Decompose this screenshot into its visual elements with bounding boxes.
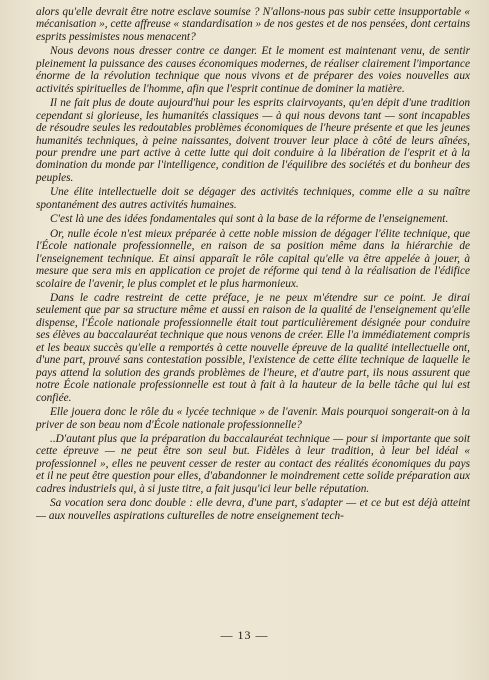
paragraph: alors qu'elle devrait être notre esclave soumise ? N'allons-nous pas subir cette insupportable « mécanisation », cette affreuse « standardisation » de nos gestes et de nos pensées, dont certains esprits pessimistes nous menacent? [36, 6, 470, 43]
paragraph: Or, nulle école n'est mieux préparée à cette noble mission de dégager l'élite technique, que l'École nationale professionnelle, en raison de sa position même dans la hiérarchie de l'enseignement technique. Et ainsi apparaît le rôle capital qu'elle va être appelée à jouer, à mesure que sera mis en application ce projet de réforme qui tend à la réalisation de l'édifice scolaire de l'avenir, le plus complet et le plus harmonieux. [36, 227, 470, 290]
paragraph: Nous devons nous dresser contre ce danger. Et le moment est maintenant venu, de sentir pleinement la puissance des causes économiques modernes, de réaliser clairement l'importance énorme de la révolution technique que nous vivons et de préparer des voies nouvelles aux activités spirituelles de l'homme, afin que l'esprit continue de dominer la matière. [36, 45, 470, 95]
paragraph: C'est là une des idées fondamentales qui sont à la base de la réforme de l'enseignement. [50, 213, 449, 226]
paragraph: Sa vocation sera donc double : elle devra, d'une part, s'adapter — et ce but est déjà atteint — aux nouvelles aspirations culturelles de notre enseignement tech- [36, 497, 470, 522]
body-text [36, 6, 470, 524]
paragraph: Elle jouera donc le rôle du « lycée technique » de l'avenir. Mais pourquoi songerait-on à la priver de son beau nom d'École nationale professionnelle? [36, 406, 470, 431]
page-number: — 13 — [220, 628, 269, 642]
paragraph: ..D'autant plus que la préparation du baccalauréat technique — pour si importante que soit cette épreuve — ne peut être son seul but. Fidèles à leur tradition, à leur bel idéal « professionnel », elles ne peuvent cesser de rester au contact des réalités économiques du pays et il ne peut être question pour elles, d'abandonner le moindrement cette solide préparation aux cadres industriels qui, à si juste titre, a fait jusqu'ici leur belle réputation. [36, 432, 470, 495]
paragraph: Dans le cadre restreint de cette préface, je ne peux m'étendre sur ce point. Je dirai seulement que par sa structure même et aussi en raison de la qualité de l'enseignement qu'elle dispense, l'École nationale professionnelle était tout particulièrement désignée pour conduire ses élèves au baccalauréat technique que nous venons de créer. Elle l'a immédiatement compris et les beaux succès qu'elle a remportés à cette nouvelle épreuve de la qualité intellectuelle ont, d'une part, prouvé sans contestation possible, l'existence de cette élite technique de laquelle le pays attend la solution des grands problèmes de l'heure, et d'autre part, ils nous assurent que notre École nationale professionnelle est tout à fait à la hauteur de la belle tâche qui lui est confiée. [36, 291, 470, 404]
paragraph: Il ne fait plus de doute aujourd'hui pour les esprits clairvoyants, qu'en dépit d'une tradition cependant si glorieuse, les humanités classiques — à qui nous devons tant — sont incapables de résoudre seules les redoutables problèmes économiques de l'heure présente et que les jeunes humanités techniques, à peine naissantes, doivent trouver leur place à côté de leurs aînées, pour prendre une part active à cette lutte qui doit conduire à la libération de l'esprit et à la domination du monde par l'intelligence, condition de l'équilibre des sociétés et du bonheur des peuples. [36, 97, 470, 184]
paragraph: Une élite intellectuelle doit se dégager des activités techniques, comme elle a su naître spontanément des autres activités humaines. [36, 186, 470, 211]
